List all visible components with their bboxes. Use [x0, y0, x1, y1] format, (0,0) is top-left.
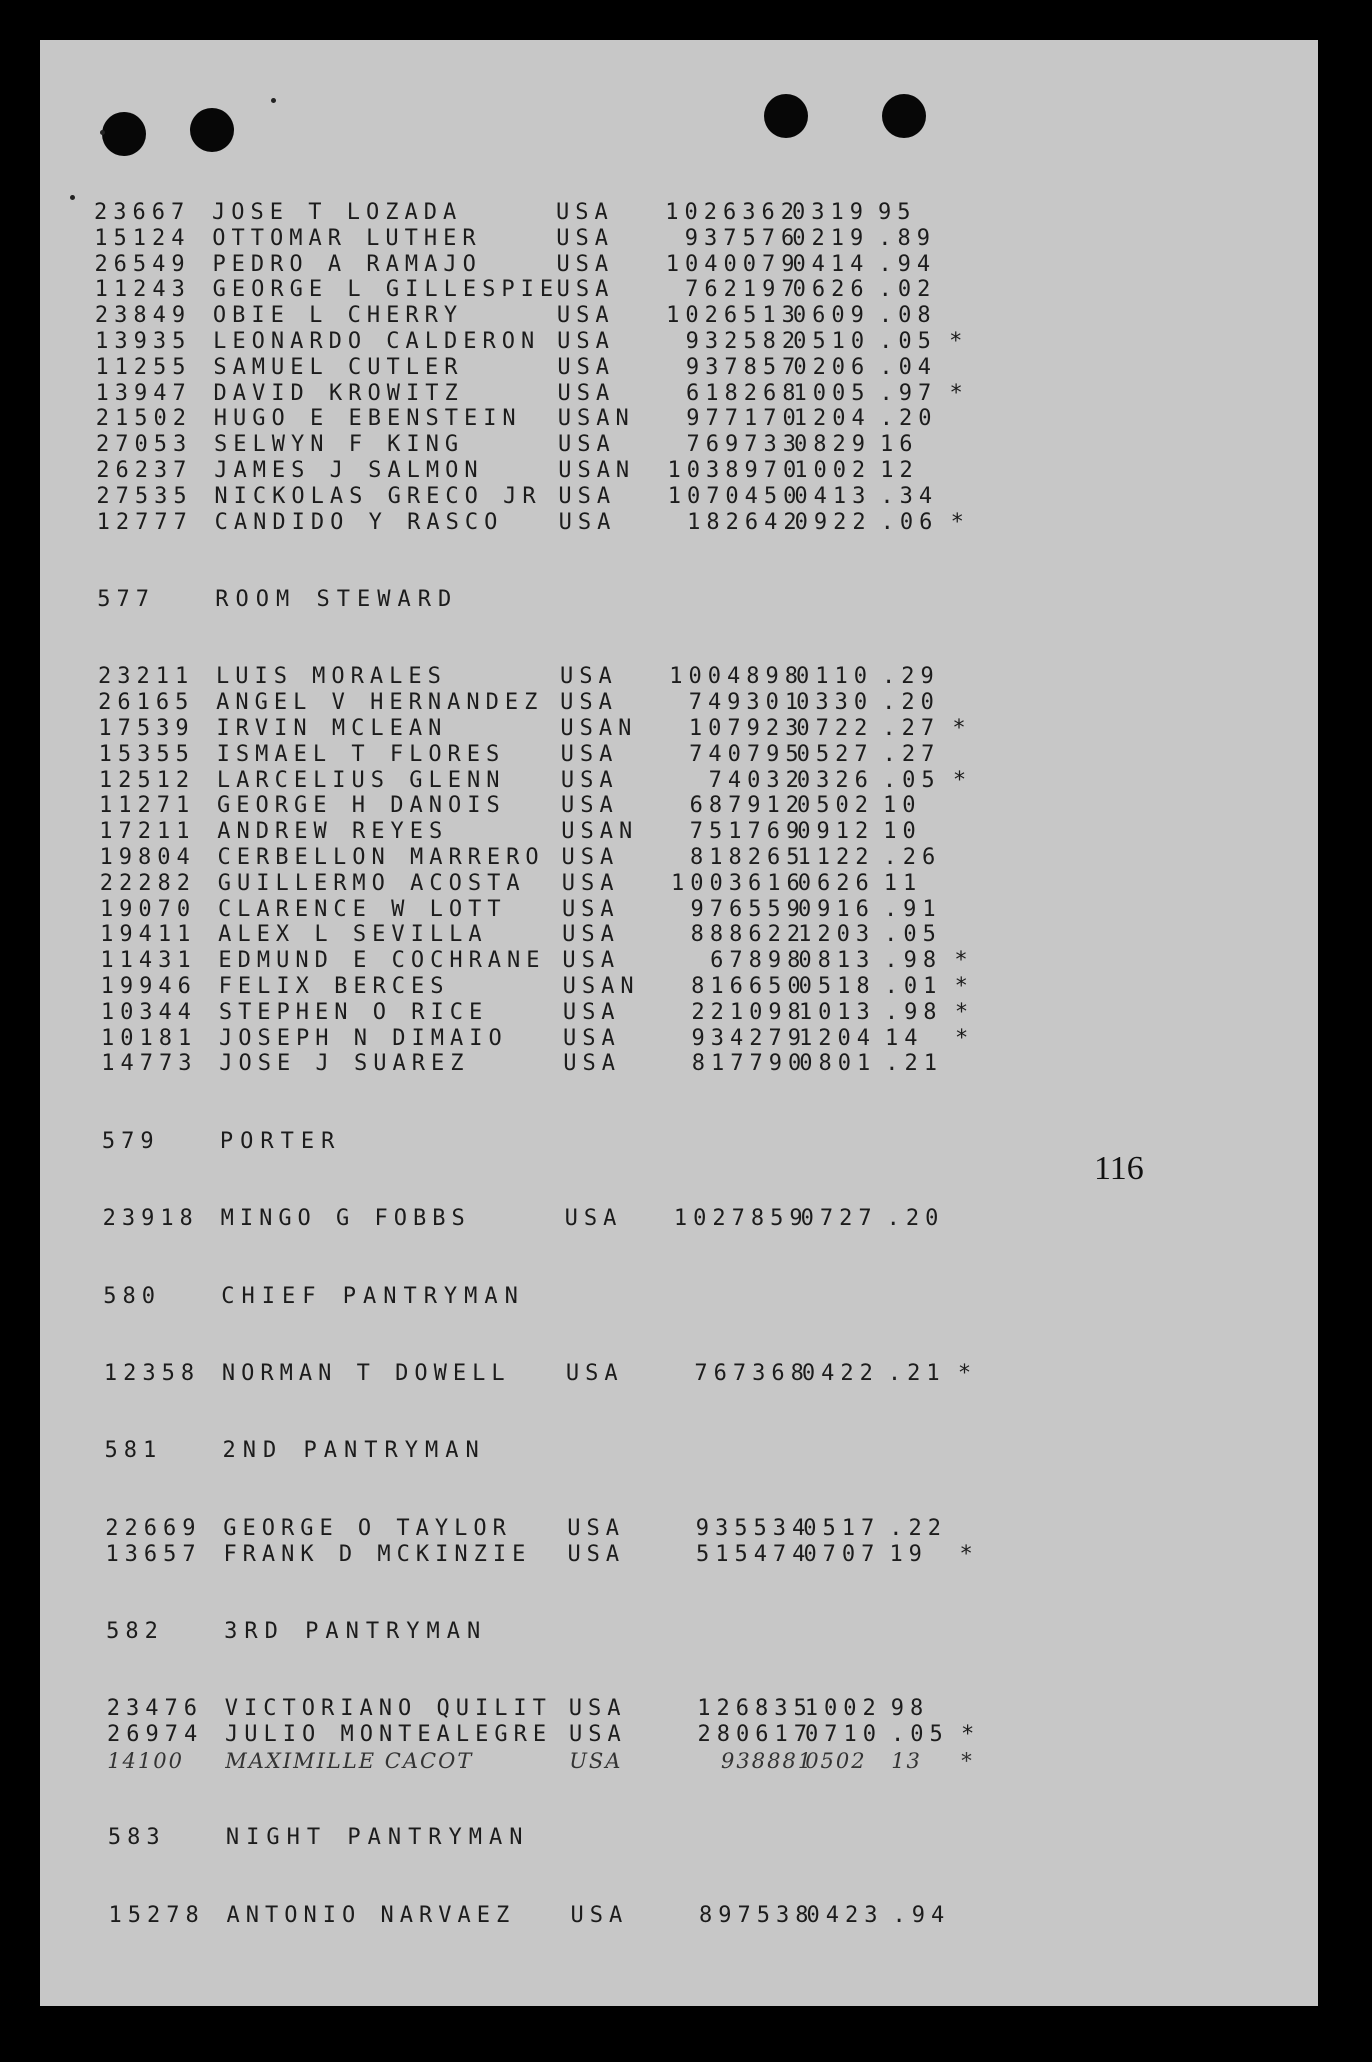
crew-mark: *: [957, 1361, 978, 1386]
crew-code: 0527: [796, 741, 874, 767]
crew-code: 0916: [797, 896, 875, 922]
crew-code: 1002: [804, 1696, 882, 1722]
crew-num: 977170: [686, 406, 802, 432]
crew-id: 11431: [100, 948, 197, 974]
crew-nat: USA: [558, 509, 617, 535]
crew-code: 0707: [803, 1541, 881, 1567]
crew-num: 280617: [697, 1722, 813, 1748]
crew-id: 12512: [98, 767, 196, 793]
crew-row: [42, 406, 1320, 432]
crew-id: 14773: [101, 1051, 198, 1077]
crew-name: IRVIN MCLEAN: [216, 716, 448, 741]
crew-nat: USA: [565, 1361, 624, 1386]
crew-amt: .97: [879, 380, 938, 406]
crew-name: CERBELLON MARRERO: [217, 845, 545, 870]
crew-name: SELWYN F KING: [213, 432, 465, 458]
crew-row: [45, 742, 1323, 768]
crew-amt: .94: [892, 1902, 951, 1928]
crew-code: 1204: [793, 406, 871, 432]
crew-id: 19070: [99, 896, 197, 922]
crew-code: 1122: [797, 845, 875, 870]
crew-mark: *: [949, 329, 969, 354]
crew-num: 740795: [689, 741, 805, 767]
crew-name: PEDRO A RAMAJO: [212, 251, 482, 277]
crew-code: 0414: [792, 251, 870, 277]
category-code: 582: [106, 1619, 164, 1644]
crew-amt: .89: [878, 225, 936, 251]
crew-nat: USA: [561, 896, 620, 922]
crew-row: [51, 1542, 1329, 1568]
crew-mark: *: [960, 1722, 981, 1748]
crew-list: [40, 40, 1318, 2006]
crew-num: 74032: [708, 767, 805, 793]
crew-nat: USAN: [561, 819, 639, 845]
crew-row: [47, 1026, 1325, 1052]
crew-row: [40, 252, 1318, 278]
category-title: CHIEF PANTRYMAN: [221, 1283, 525, 1309]
crew-name: VICTORIANO QUILIT: [224, 1696, 552, 1722]
crew-code: 0326: [796, 767, 874, 793]
crew-nat: USA: [557, 380, 616, 406]
crew-amt: .34: [880, 483, 939, 509]
crew-amt: .91: [883, 896, 942, 922]
crew-amt: .98: [884, 999, 943, 1025]
crew-nat: USA: [569, 1749, 623, 1773]
crew-num: 182642: [687, 509, 803, 535]
crew-amt: .26: [883, 845, 942, 870]
crew-id: 19411: [100, 922, 197, 948]
crew-amt: 13: [891, 1749, 922, 1773]
category-header: [51, 1438, 1329, 1464]
crew-name: FRANK D MCKINZIE: [223, 1541, 532, 1567]
crew-nat: USA: [557, 329, 615, 354]
category-code: 583: [107, 1825, 166, 1851]
crew-nat: USA: [556, 200, 614, 225]
crew-name: GEORGE H DANOIS: [217, 793, 506, 819]
crew-num: 221098: [691, 999, 807, 1025]
crew-row: [40, 200, 1318, 226]
crew-nat: USA: [557, 432, 616, 458]
crew-name: FELIX BERCES: [218, 974, 450, 999]
crew-num: 976559: [690, 896, 806, 922]
crew-id: 19804: [99, 845, 196, 870]
crew-amt: 10: [883, 819, 922, 845]
category-header: [49, 1284, 1327, 1310]
crew-name: EDMUND E COCHRANE: [218, 948, 546, 974]
crew-code: 0502: [805, 1749, 867, 1773]
crew-nat: USA: [556, 277, 615, 303]
category-title: 3RD PANTRYMAN: [224, 1619, 488, 1644]
crew-num: 762197: [685, 277, 801, 303]
crew-nat: USA: [562, 999, 621, 1025]
crew-id: 14100: [107, 1749, 185, 1773]
crew-name: ISMAEL T FLORES: [216, 741, 506, 767]
crew-amt: .20: [882, 690, 940, 716]
crew-name: NICKOLAS GRECO JR: [214, 483, 542, 509]
crew-amt: .22: [889, 1515, 947, 1541]
crew-nat: USA: [556, 225, 614, 251]
crew-id: 27535: [96, 483, 193, 509]
document-page: [40, 40, 1318, 2006]
crew-nat: USA: [561, 870, 620, 896]
crew-row: [43, 510, 1321, 536]
category-title: PORTER: [219, 1128, 342, 1154]
crew-id: 26237: [96, 458, 193, 483]
crew-num: 1003616: [671, 870, 806, 896]
crew-row: [45, 768, 1323, 794]
crew-amt: .05: [890, 1722, 949, 1748]
category-code: 581: [104, 1438, 163, 1464]
crew-amt: 19: [889, 1541, 928, 1567]
crew-row: [47, 974, 1325, 1000]
category-title: ROOM STEWARD: [215, 587, 459, 612]
crew-row: [41, 355, 1319, 381]
crew-nat: USAN: [558, 458, 636, 483]
crew-code: 0626: [792, 277, 870, 303]
crew-amt: 12: [880, 458, 919, 483]
crew-nat: USA: [556, 303, 615, 329]
crew-amt: 11: [883, 870, 923, 896]
crew-num: 937576: [684, 225, 801, 251]
crew-row: [47, 1051, 1325, 1077]
crew-name: DAVID KROWITZ: [213, 380, 464, 406]
crew-amt: .05: [879, 329, 937, 354]
crew-code: 0423: [806, 1902, 884, 1928]
crew-code: 0330: [796, 690, 874, 716]
category-code: 579: [101, 1128, 160, 1154]
crew-row: [44, 690, 1322, 716]
crew-code: 0510: [793, 329, 871, 354]
crew-nat: USA: [557, 354, 616, 380]
crew-nat: USA: [561, 845, 620, 870]
crew-num: 1027859: [673, 1206, 809, 1232]
crew-code: 0727: [800, 1206, 878, 1232]
crew-nat: USA: [563, 1051, 622, 1077]
crew-name: JOSE J SUAREZ: [219, 1051, 470, 1077]
crew-amt: .98: [884, 948, 943, 974]
crew-num: 1026362: [665, 200, 800, 225]
crew-nat: USAN: [560, 716, 638, 741]
crew-code: 0722: [796, 716, 874, 741]
crew-amt: 98: [890, 1696, 930, 1722]
crew-row: [53, 1696, 1331, 1722]
crew-code: 0319: [792, 200, 869, 225]
crew-row: [51, 1516, 1329, 1542]
crew-amt: 16: [879, 432, 919, 458]
page-number: 116: [1094, 1150, 1144, 1187]
crew-amt: .29: [881, 664, 940, 690]
crew-nat: USA: [570, 1902, 629, 1928]
crew-name: GUILLERMO ACOSTA: [217, 870, 526, 896]
crew-amt: .20: [886, 1206, 945, 1232]
crew-name: CLARENCE W LOTT: [217, 896, 507, 922]
crew-id: 17539: [98, 716, 195, 741]
crew-nat: USA: [560, 767, 619, 793]
crew-amt: .08: [878, 303, 937, 329]
crew-row: [46, 948, 1324, 974]
crew-name: LUIS MORALES: [215, 664, 447, 690]
category-title: 2ND PANTRYMAN: [222, 1438, 486, 1464]
crew-row: [45, 819, 1323, 845]
crew-nat: USA: [568, 1696, 627, 1722]
crew-code: 1203: [798, 922, 876, 948]
crew-id: 23849: [94, 303, 192, 329]
crew-num: 1040079: [665, 251, 801, 277]
crew-num: 818265: [690, 845, 806, 870]
crew-code: 0219: [792, 225, 870, 251]
crew-row: [44, 664, 1322, 690]
crew-code: 0206: [793, 354, 871, 380]
crew-nat: USAN: [562, 974, 640, 999]
crew-mark: *: [952, 716, 972, 741]
crew-name: MAXIMILLE CACOT: [225, 1749, 474, 1773]
crew-id: 13657: [105, 1541, 202, 1567]
crew-num: 67898: [710, 948, 807, 974]
crew-row: [53, 1748, 1331, 1774]
crew-code: 0110: [795, 664, 873, 690]
crew-id: 17211: [99, 819, 196, 845]
crew-code: 0518: [798, 974, 876, 999]
crew-mark: *: [949, 380, 969, 406]
crew-id: 23918: [102, 1206, 199, 1232]
category-header: [52, 1619, 1330, 1645]
crew-name: JULIO MONTEALEGRE: [224, 1722, 553, 1748]
crew-code: 1002: [794, 458, 872, 483]
crew-code: 1005: [793, 380, 871, 406]
crew-amt: .04: [879, 354, 938, 380]
crew-id: 26165: [98, 690, 195, 716]
category-header: [54, 1825, 1332, 1851]
crew-id: 12358: [103, 1361, 201, 1386]
category-header: [43, 587, 1321, 613]
crew-id: 15278: [108, 1902, 205, 1928]
crew-name: ANTONIO NARVAEZ: [226, 1902, 516, 1928]
crew-name: NORMAN T DOWELL: [221, 1361, 511, 1386]
crew-name: OTTOMAR LUTHER: [212, 225, 482, 251]
crew-row: [46, 845, 1324, 871]
crew-nat: USA: [567, 1541, 626, 1567]
crew-nat: USAN: [557, 406, 635, 432]
crew-row: [41, 329, 1319, 355]
crew-amt: .21: [885, 1051, 944, 1077]
crew-num: 888622: [690, 922, 807, 948]
crew-name: OBIE L CHERRY: [212, 303, 464, 329]
crew-amt: 14: [885, 1025, 924, 1051]
crew-row: [49, 1206, 1327, 1232]
crew-id: 13947: [95, 380, 192, 406]
crew-id: 11271: [99, 793, 196, 819]
crew-mark: *: [954, 974, 974, 999]
crew-id: 26974: [106, 1722, 204, 1748]
crew-row: [42, 432, 1320, 458]
crew-num: 935534: [695, 1515, 812, 1541]
crew-mark: *: [961, 1749, 974, 1773]
crew-amt: .21: [887, 1361, 946, 1386]
crew-num: 767368: [694, 1361, 810, 1386]
crew-id: 23667: [94, 200, 191, 225]
crew-id: 26549: [94, 251, 191, 277]
crew-mark: *: [954, 948, 974, 974]
crew-id: 27053: [95, 432, 193, 458]
crew-code: 0609: [792, 303, 870, 329]
crew-nat: USA: [558, 483, 617, 509]
category-code: 577: [97, 587, 156, 612]
crew-id: 11243: [94, 277, 191, 303]
crew-amt: 95: [878, 200, 917, 225]
crew-name: HUGO E EBENSTEIN: [213, 406, 522, 432]
category-code: 580: [103, 1283, 161, 1309]
crew-id: 22282: [99, 870, 196, 896]
crew-name: GEORGE O TAYLOR: [223, 1515, 512, 1541]
crew-id: 23211: [97, 664, 195, 690]
crew-mark: *: [950, 509, 970, 535]
crew-name: GEORGE L GILLESPIE: [212, 277, 560, 303]
crew-row: [42, 484, 1320, 510]
crew-id: 15355: [98, 741, 195, 767]
crew-name: MINGO G FOBBS: [220, 1206, 471, 1232]
category-title: NIGHT PANTRYMAN: [225, 1825, 530, 1851]
crew-name: SAMUEL CUTLER: [213, 354, 464, 380]
crew-mark: *: [959, 1541, 979, 1567]
crew-id: 15124: [94, 225, 191, 251]
crew-nat: USA: [562, 922, 620, 948]
crew-nat: USA: [567, 1515, 625, 1541]
crew-num: 751769: [689, 819, 806, 845]
crew-row: [47, 1000, 1325, 1026]
crew-row: [50, 1361, 1328, 1387]
crew-row: [42, 458, 1320, 484]
crew-code: 1013: [798, 999, 876, 1025]
crew-num: 687912: [689, 793, 806, 819]
crew-nat: USA: [559, 664, 618, 690]
crew-code: 0813: [798, 948, 876, 974]
crew-code: 0502: [797, 793, 875, 819]
crew-amt: .01: [884, 974, 943, 999]
crew-amt: .20: [879, 406, 938, 432]
crew-row: [53, 1722, 1331, 1748]
crew-num: 1038970: [667, 458, 803, 483]
crew-code: 0829: [793, 432, 871, 458]
crew-amt: .94: [878, 251, 937, 277]
crew-nat: USA: [560, 741, 619, 767]
crew-name: LARCELIUS GLENN: [216, 767, 506, 793]
crew-row: [42, 381, 1320, 407]
crew-name: JOSEPH N DIMAIO: [219, 1025, 508, 1051]
crew-nat: USA: [561, 793, 619, 819]
crew-name: ALEX L SEVILLA: [218, 922, 488, 948]
crew-mark: *: [954, 999, 975, 1025]
crew-id: 22669: [105, 1515, 202, 1541]
crew-code: 0922: [794, 509, 872, 535]
crew-id: 10344: [100, 999, 198, 1025]
crew-code: 0517: [803, 1515, 881, 1541]
crew-code: 1204: [799, 1025, 877, 1051]
crew-nat: USA: [564, 1206, 623, 1232]
crew-num: 515474: [695, 1541, 812, 1567]
crew-code: 0801: [799, 1051, 877, 1077]
crew-nat: USA: [563, 1025, 621, 1051]
crew-amt: .06: [880, 509, 939, 535]
crew-row: [46, 897, 1324, 923]
crew-amt: .05: [884, 922, 942, 948]
crew-name: ANGEL V HERNANDEZ: [216, 690, 544, 716]
crew-row: [40, 226, 1318, 252]
crew-row: [55, 1903, 1333, 1929]
crew-num: 107923: [688, 716, 805, 741]
crew-id: 13935: [95, 329, 192, 354]
crew-name: JOSE T LOZADA: [212, 200, 463, 225]
crew-amt: .05: [882, 767, 941, 793]
crew-nat: USA: [568, 1722, 627, 1748]
crew-mark: *: [955, 1025, 975, 1051]
crew-nat: USA: [562, 948, 621, 974]
crew-name: ANDREW REYES: [217, 819, 449, 845]
crew-name: JAMES J SALMON: [214, 458, 484, 483]
crew-row: [46, 871, 1324, 897]
crew-row: [44, 716, 1322, 742]
crew-code: 0422: [801, 1361, 879, 1386]
crew-num: 749301: [688, 690, 805, 716]
crew-id: 19946: [100, 974, 197, 999]
crew-name: STEPHEN O RICE: [218, 999, 489, 1025]
crew-code: 0912: [797, 819, 875, 845]
crew-id: 23476: [106, 1696, 203, 1722]
crew-name: LEONARDO CALDERON: [213, 329, 541, 354]
crew-num: 769733: [686, 432, 802, 458]
crew-nat: USA: [556, 251, 615, 277]
crew-num: 817790: [691, 1051, 808, 1077]
crew-num: 126835: [697, 1696, 813, 1722]
crew-code: 0626: [797, 870, 875, 896]
crew-id: 21502: [95, 406, 192, 432]
crew-amt: 10: [883, 793, 922, 819]
crew-num: 937857: [685, 354, 802, 380]
crew-num: 816650: [691, 974, 807, 999]
crew-num: 934279: [691, 1025, 808, 1051]
crew-nat: USA: [560, 690, 618, 716]
crew-num: 1004898: [669, 664, 804, 690]
crew-amt: .27: [882, 716, 941, 741]
crew-id: 10181: [101, 1025, 198, 1051]
crew-amt: .27: [882, 741, 941, 767]
crew-name: CANDIDO Y RASCO: [214, 509, 504, 535]
crew-num: 932582: [685, 329, 802, 354]
crew-amt: .02: [878, 277, 937, 303]
crew-num: 618268: [686, 380, 802, 406]
crew-row: [46, 922, 1324, 948]
crew-id: 12777: [96, 509, 193, 535]
crew-id: 11255: [95, 354, 192, 380]
crew-row: [45, 793, 1323, 819]
crew-code: 0413: [794, 483, 872, 509]
crew-code: 0710: [804, 1722, 882, 1748]
crew-num: 1026513: [666, 303, 801, 329]
crew-num: 938881: [721, 1749, 814, 1773]
crew-mark: *: [952, 767, 973, 793]
crew-row: [41, 277, 1319, 303]
crew-num: 1070450: [667, 483, 803, 509]
crew-num: 897538: [699, 1902, 815, 1928]
crew-row: [41, 303, 1319, 329]
